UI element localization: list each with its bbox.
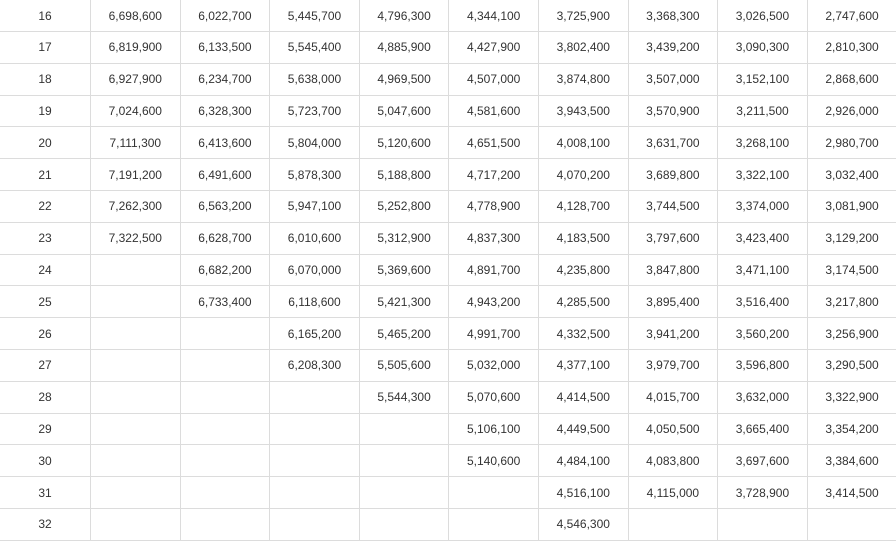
table-cell: 6,682,200 — [180, 254, 270, 286]
row-step-cell: 16 — [0, 0, 91, 32]
table-cell: 3,026,500 — [718, 0, 808, 32]
table-cell: 2,926,000 — [807, 95, 896, 127]
table-cell: 3,368,300 — [628, 0, 718, 32]
table-cell: 7,262,300 — [91, 190, 181, 222]
table-cell: 4,183,500 — [538, 222, 628, 254]
table-cell: 6,165,200 — [270, 318, 360, 350]
table-cell: 4,885,900 — [359, 32, 449, 64]
row-step-cell: 24 — [0, 254, 91, 286]
table-cell: 3,979,700 — [628, 349, 718, 381]
table-cell: 3,129,200 — [807, 222, 896, 254]
table-cell: 4,414,500 — [538, 381, 628, 413]
table-cell: 4,015,700 — [628, 381, 718, 413]
row-step-cell: 22 — [0, 190, 91, 222]
table-cell: 6,022,700 — [180, 0, 270, 32]
table-cell: 4,969,500 — [359, 63, 449, 95]
row-step-cell: 29 — [0, 413, 91, 445]
row-step-cell: 18 — [0, 63, 91, 95]
table-row — [0, 63, 896, 95]
table-cell — [91, 381, 181, 413]
table-row — [0, 381, 896, 413]
table-cell: 3,081,900 — [807, 190, 896, 222]
table-cell: 6,133,500 — [180, 32, 270, 64]
table-cell: 4,008,100 — [538, 127, 628, 159]
table-cell: 3,217,800 — [807, 286, 896, 318]
table-row — [0, 445, 896, 477]
table-cell: 3,374,000 — [718, 190, 808, 222]
table-cell: 3,290,500 — [807, 349, 896, 381]
table-cell: 6,234,700 — [180, 63, 270, 95]
table-cell: 4,128,700 — [538, 190, 628, 222]
table-cell: 3,802,400 — [538, 32, 628, 64]
table-cell: 6,819,900 — [91, 32, 181, 64]
table-cell — [180, 508, 270, 540]
table-cell: 5,638,000 — [270, 63, 360, 95]
table-cell: 2,747,600 — [807, 0, 896, 32]
table-cell: 6,010,600 — [270, 222, 360, 254]
table-cell: 4,581,600 — [449, 95, 539, 127]
row-step-cell: 26 — [0, 318, 91, 350]
table-cell — [180, 445, 270, 477]
table-cell: 6,118,600 — [270, 286, 360, 318]
table-cell: 5,120,600 — [359, 127, 449, 159]
table-cell — [91, 508, 181, 540]
table-cell: 6,413,600 — [180, 127, 270, 159]
table-cell: 4,943,200 — [449, 286, 539, 318]
table-cell: 4,070,200 — [538, 159, 628, 191]
table-cell — [628, 508, 718, 540]
table-cell: 3,632,000 — [718, 381, 808, 413]
table-cell: 4,083,800 — [628, 445, 718, 477]
table-cell: 3,847,800 — [628, 254, 718, 286]
table-cell — [359, 508, 449, 540]
table-cell: 6,491,600 — [180, 159, 270, 191]
table-cell: 5,421,300 — [359, 286, 449, 318]
table-cell: 5,047,600 — [359, 95, 449, 127]
table-cell: 5,032,000 — [449, 349, 539, 381]
table-cell: 3,471,100 — [718, 254, 808, 286]
table-cell: 3,090,300 — [718, 32, 808, 64]
table-cell: 4,891,700 — [449, 254, 539, 286]
table-row — [0, 127, 896, 159]
table-cell — [91, 254, 181, 286]
table-cell: 4,546,300 — [538, 508, 628, 540]
table-cell: 3,152,100 — [718, 63, 808, 95]
table-cell: 2,980,700 — [807, 127, 896, 159]
table-cell: 5,723,700 — [270, 95, 360, 127]
table-cell: 3,322,100 — [718, 159, 808, 191]
table-cell: 4,796,300 — [359, 0, 449, 32]
table-cell: 3,507,000 — [628, 63, 718, 95]
table-cell — [180, 381, 270, 413]
table-cell: 3,943,500 — [538, 95, 628, 127]
table-cell: 4,449,500 — [538, 413, 628, 445]
table-cell: 5,947,100 — [270, 190, 360, 222]
table-cell — [180, 413, 270, 445]
table-cell: 4,377,100 — [538, 349, 628, 381]
table-cell: 3,414,500 — [807, 477, 896, 509]
table-cell: 3,728,900 — [718, 477, 808, 509]
table-cell: 3,941,200 — [628, 318, 718, 350]
table-row — [0, 477, 896, 509]
table-cell — [91, 286, 181, 318]
table-cell: 4,427,900 — [449, 32, 539, 64]
table-cell — [180, 349, 270, 381]
table-cell: 5,312,900 — [359, 222, 449, 254]
table-cell: 3,874,800 — [538, 63, 628, 95]
table-cell: 3,354,200 — [807, 413, 896, 445]
table-cell: 3,744,500 — [628, 190, 718, 222]
table-cell: 3,797,600 — [628, 222, 718, 254]
table-cell: 3,384,600 — [807, 445, 896, 477]
table-cell — [359, 445, 449, 477]
table-cell: 5,465,200 — [359, 318, 449, 350]
table-cell: 3,631,700 — [628, 127, 718, 159]
table-cell: 4,344,100 — [449, 0, 539, 32]
table-cell: 5,445,700 — [270, 0, 360, 32]
table-cell — [270, 413, 360, 445]
table-cell: 3,895,400 — [628, 286, 718, 318]
table-cell — [359, 477, 449, 509]
table-row — [0, 413, 896, 445]
table-cell: 6,628,700 — [180, 222, 270, 254]
table-cell: 5,505,600 — [359, 349, 449, 381]
row-step-cell: 32 — [0, 508, 91, 540]
table-cell: 4,484,100 — [538, 445, 628, 477]
table-cell: 5,804,000 — [270, 127, 360, 159]
table-cell — [91, 413, 181, 445]
table-row — [0, 349, 896, 381]
table-cell: 6,733,400 — [180, 286, 270, 318]
table-cell: 4,285,500 — [538, 286, 628, 318]
table-cell — [270, 477, 360, 509]
table-cell — [449, 508, 539, 540]
table-cell — [91, 349, 181, 381]
table-cell: 5,070,600 — [449, 381, 539, 413]
table-cell: 3,032,400 — [807, 159, 896, 191]
table-cell — [270, 445, 360, 477]
table-cell: 5,140,600 — [449, 445, 539, 477]
table-cell: 5,252,800 — [359, 190, 449, 222]
table-row — [0, 286, 896, 318]
table-cell: 3,174,500 — [807, 254, 896, 286]
row-step-cell: 27 — [0, 349, 91, 381]
table-cell — [718, 508, 808, 540]
table-cell — [91, 477, 181, 509]
table-cell: 4,651,500 — [449, 127, 539, 159]
table-cell: 4,507,000 — [449, 63, 539, 95]
table-cell: 3,725,900 — [538, 0, 628, 32]
table-row — [0, 190, 896, 222]
table-row — [0, 254, 896, 286]
table-cell: 7,024,600 — [91, 95, 181, 127]
row-step-cell: 28 — [0, 381, 91, 413]
table-cell: 3,516,400 — [718, 286, 808, 318]
table-cell: 4,516,100 — [538, 477, 628, 509]
table-cell: 4,332,500 — [538, 318, 628, 350]
table-cell: 4,115,000 — [628, 477, 718, 509]
table-cell — [270, 381, 360, 413]
table-cell: 3,256,900 — [807, 318, 896, 350]
row-step-cell: 25 — [0, 286, 91, 318]
table-cell: 7,111,300 — [91, 127, 181, 159]
table-cell — [180, 318, 270, 350]
table-cell — [270, 508, 360, 540]
table-row — [0, 95, 896, 127]
table-cell: 3,423,400 — [718, 222, 808, 254]
row-step-cell: 20 — [0, 127, 91, 159]
table-cell: 3,697,600 — [718, 445, 808, 477]
table-cell: 5,369,600 — [359, 254, 449, 286]
table-cell: 3,268,100 — [718, 127, 808, 159]
table-cell: 3,322,900 — [807, 381, 896, 413]
row-step-cell: 23 — [0, 222, 91, 254]
table-cell: 6,698,600 — [91, 0, 181, 32]
table-row — [0, 222, 896, 254]
table-cell: 3,570,900 — [628, 95, 718, 127]
table-cell: 3,665,400 — [718, 413, 808, 445]
table-row — [0, 159, 896, 191]
table-cell: 5,878,300 — [270, 159, 360, 191]
table-row — [0, 32, 896, 64]
table-cell: 4,717,200 — [449, 159, 539, 191]
table-cell: 4,050,500 — [628, 413, 718, 445]
table-cell: 6,927,900 — [91, 63, 181, 95]
table-cell: 4,991,700 — [449, 318, 539, 350]
table-cell: 6,328,300 — [180, 95, 270, 127]
table-cell: 7,322,500 — [91, 222, 181, 254]
table-cell: 3,560,200 — [718, 318, 808, 350]
table-cell: 3,596,800 — [718, 349, 808, 381]
table-cell: 5,188,800 — [359, 159, 449, 191]
table-cell: 3,689,800 — [628, 159, 718, 191]
table-cell — [91, 445, 181, 477]
table-cell — [180, 477, 270, 509]
table-cell: 6,563,200 — [180, 190, 270, 222]
table-row — [0, 0, 896, 32]
table-cell — [359, 413, 449, 445]
row-step-cell: 19 — [0, 95, 91, 127]
table-cell — [91, 318, 181, 350]
table-cell: 3,211,500 — [718, 95, 808, 127]
table-cell: 3,439,200 — [628, 32, 718, 64]
table-cell: 4,235,800 — [538, 254, 628, 286]
table-cell: 5,545,400 — [270, 32, 360, 64]
table-cell — [449, 477, 539, 509]
table-cell: 2,868,600 — [807, 63, 896, 95]
table-cell: 6,070,000 — [270, 254, 360, 286]
row-step-cell: 17 — [0, 32, 91, 64]
table-cell: 5,106,100 — [449, 413, 539, 445]
table-cell: 6,208,300 — [270, 349, 360, 381]
row-step-cell: 31 — [0, 477, 91, 509]
table-cell: 4,778,900 — [449, 190, 539, 222]
table-cell — [807, 508, 896, 540]
row-step-cell: 21 — [0, 159, 91, 191]
row-step-cell: 30 — [0, 445, 91, 477]
table-cell: 5,544,300 — [359, 381, 449, 413]
table-cell: 4,837,300 — [449, 222, 539, 254]
table-row — [0, 508, 896, 540]
table-cell: 7,191,200 — [91, 159, 181, 191]
table-row — [0, 318, 896, 350]
table-cell: 2,810,300 — [807, 32, 896, 64]
